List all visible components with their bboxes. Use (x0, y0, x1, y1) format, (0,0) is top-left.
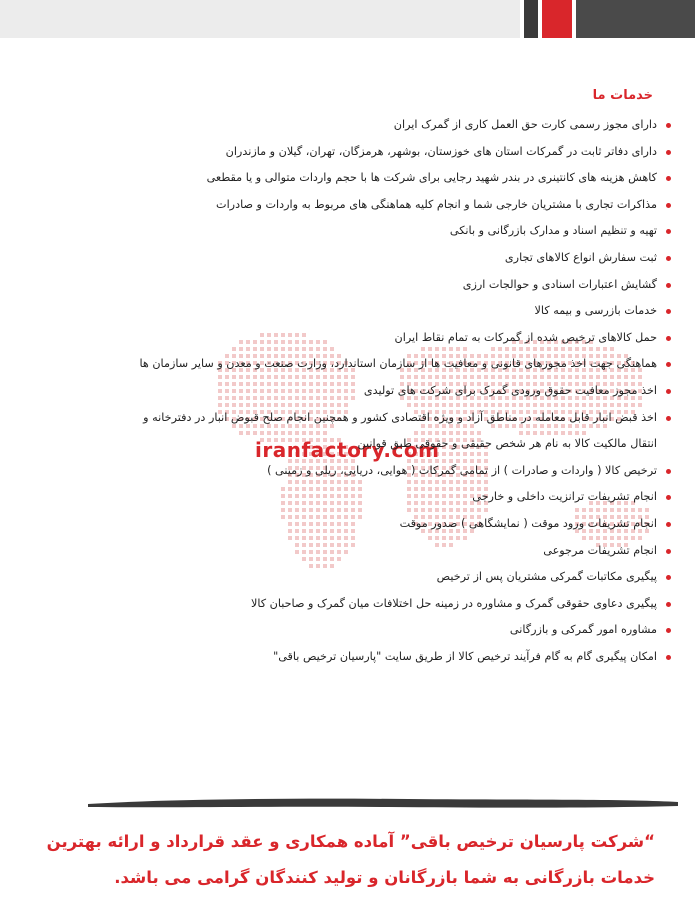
service-item (41, 484, 671, 511)
bullet-icon (666, 256, 671, 261)
bullet-icon (666, 416, 671, 421)
service-text: انجام تشریفات ترانزیت داخلی و خارجی (472, 490, 657, 504)
service-text: امکان پیگیری گام به گام فرآیند ترخیص کالا از طریق سایت "پارسیان ترخیص باقی" (273, 649, 657, 663)
service-text: اخذ مجوز معافیت حقوق ورودی گمرک برای شرکت های تولیدی (363, 383, 657, 397)
service-item-continuation (41, 431, 671, 458)
bullet-icon (666, 229, 671, 234)
bullet-icon (666, 283, 671, 288)
service-item (41, 538, 671, 565)
top-band-gray-block (0, 0, 520, 38)
service-text: تهیه و تنظیم اسناد و مدارک بازرگانی و بانکی (449, 224, 657, 238)
service-item (41, 139, 671, 166)
service-text: اخذ قبض انبار قابل معامله در مناطق آزاد و ویژه اقتصادی کشور و همچنین انجام صلح قبوض انبار در دفترخانه و (143, 410, 657, 424)
service-item (41, 192, 671, 219)
service-text: خدمات بازرسی و بیمه کالا (534, 304, 657, 318)
top-band-dark-stripe (524, 0, 538, 38)
bullet-icon (666, 123, 671, 128)
service-text: ترخیص کالا ( واردات و صادرات ) از تمامی گمرکات ( هوایی، دریایی، ریلی و زمینی ) (267, 463, 657, 477)
service-text: گشایش اعتبارات اسنادی و حوالجات ارزی (462, 277, 657, 291)
footer-line-1: “شرکت پارسیان ترخیص باقی” آماده همکاری و عقد قرارداد و ارائه بهترین (46, 832, 655, 851)
bullet-icon (666, 469, 671, 474)
bullet-icon (666, 495, 671, 500)
service-text: دارای دفاتر ثابت در گمرکات استان های خوزستان، بوشهر، هرمزگان، تهران، گیلان و مازندران (225, 144, 657, 158)
service-text: پیگیری مکاتبات گمرکی مشتریان پس از ترخیص (436, 570, 657, 584)
divider-brush-stroke (88, 797, 678, 809)
top-band-dark-block (576, 0, 695, 38)
service-item (41, 245, 671, 272)
bullet-icon (666, 389, 671, 394)
service-text: پیگیری دعاوی حقوقی گمرک و مشاوره در زمینه حل اختلافات میان گمرک و صاحبان کالا (250, 596, 657, 610)
service-item (41, 165, 671, 192)
bullet-icon (666, 203, 671, 208)
footer-line-2: خدمات بازرگانی به شما بازرگانان و تولید کنندگان گرامی می باشد. (114, 868, 655, 887)
service-text: دارای مجوز رسمی کارت حق العمل کاری از گمرک ایران (393, 118, 657, 131)
bullet-icon (666, 549, 671, 554)
services-title: خدمات ما (592, 88, 653, 103)
service-item (41, 325, 671, 352)
service-item (41, 351, 671, 378)
service-item (41, 218, 671, 245)
service-text: هماهنگی جهت اخذ مجوزهای قانونی و معافیت ها از سازمان استاندارد، وزارت صنعت و معدن و سایر سازمان ها (139, 357, 657, 371)
service-text: انتقال مالکیت کالا به نام هر شخص حقیقی و حقوقی طبق قوانین (357, 437, 657, 451)
top-band-red-stripe (542, 0, 572, 38)
watermark: iranfactory.com (255, 438, 440, 462)
bullet-icon (666, 655, 671, 660)
service-text: ثبت سفارش انواع کالاهای تجاری (504, 250, 657, 264)
service-item (41, 378, 671, 405)
bullet-icon (666, 575, 671, 580)
services-list (41, 112, 671, 670)
service-item (41, 511, 671, 538)
service-item (41, 591, 671, 618)
service-item (41, 617, 671, 644)
service-text: انجام تشریفات مرجوعی (543, 543, 657, 557)
service-text: مذاکرات تجاری با مشتریان خارجی شما و انجام کلیه هماهنگی های مربوط به واردات و صادرات (216, 197, 657, 211)
service-text: حمل کالاهای ترخیص شده از گمرکات به تمام نقاط ایران (394, 330, 657, 344)
service-item (41, 112, 671, 139)
service-item (41, 298, 671, 325)
service-item (41, 405, 671, 432)
service-text: مشاوره امور گمرکی و بازرگانی (509, 623, 657, 637)
bullet-icon (666, 309, 671, 314)
service-text: کاهش هزینه های کانتینری در بندر شهید رجایی برای شرکت ها با حجم واردات متوالی و یا مقطعی (206, 171, 657, 185)
top-decorative-band (0, 0, 695, 38)
bullet-icon (666, 176, 671, 181)
bullet-icon (666, 628, 671, 633)
bullet-icon (666, 362, 671, 367)
service-item (41, 564, 671, 591)
service-item (41, 644, 671, 671)
service-text: انجام تشریفات ورود موقت ( نمایشگاهی ) صدور موقت (399, 516, 657, 530)
bullet-icon (666, 522, 671, 527)
service-item (41, 458, 671, 485)
bullet-icon (666, 150, 671, 155)
bullet-icon (666, 602, 671, 607)
service-item (41, 272, 671, 299)
bullet-icon (666, 336, 671, 341)
